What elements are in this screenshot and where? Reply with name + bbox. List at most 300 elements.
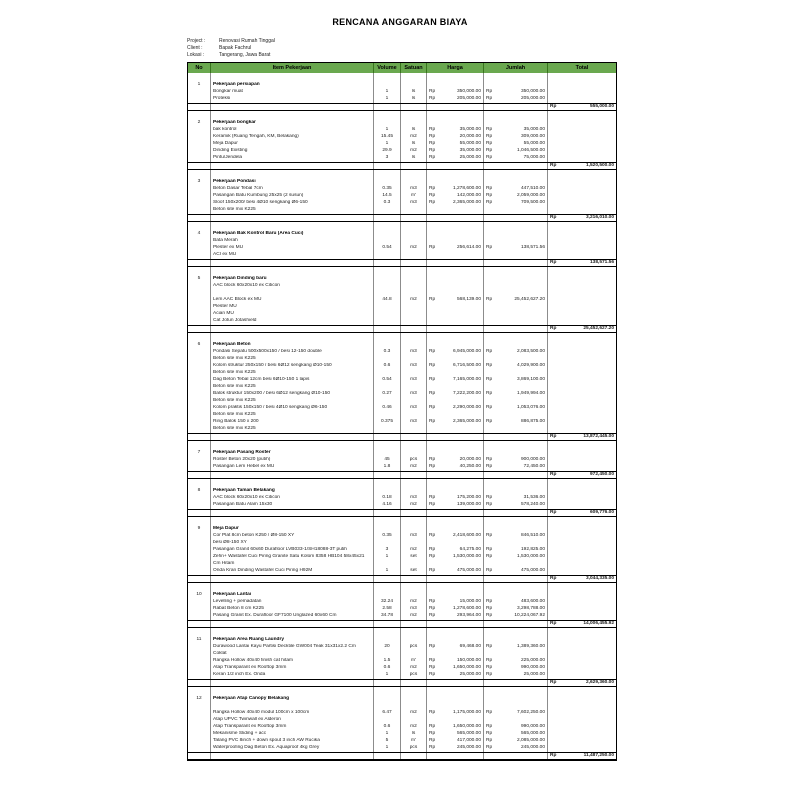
amount-value: 1,949,994.00 (516, 391, 545, 396)
no-cell (188, 104, 210, 110)
total-cell (547, 231, 616, 238)
currency-label: Rp (429, 464, 436, 469)
no-cell (188, 384, 210, 391)
amount-cell (483, 457, 547, 464)
amount-value: 1,278,600.00 (452, 606, 481, 611)
unit-cell: m2 (400, 464, 426, 471)
unit-cell (400, 703, 426, 710)
currency-label: Rp (550, 163, 557, 168)
item-row (188, 745, 616, 752)
item-row (188, 426, 616, 433)
no-cell (188, 111, 210, 120)
amount-cell (483, 576, 547, 582)
item-cell (210, 267, 373, 276)
price-cell (426, 621, 483, 627)
item-row (188, 672, 616, 679)
item-cell: Pondasi Sepatu 500x500x150 / besi 12-150 double (210, 349, 373, 356)
total-cell (547, 561, 616, 568)
amount-cell (483, 163, 547, 169)
volume-cell (373, 472, 400, 478)
no-cell (188, 651, 210, 658)
total-cell (547, 297, 616, 304)
amount-value: 555,000.00 (589, 104, 614, 109)
amount-cell (483, 349, 547, 356)
amount-cell (483, 502, 547, 509)
no-cell (188, 207, 210, 214)
amount-cell (483, 547, 547, 554)
item-cell (210, 222, 373, 231)
item-cell: Beton site mix K225 (210, 398, 373, 405)
price-cell (426, 434, 483, 440)
currency-label: Rp (429, 200, 436, 205)
amount-cell (483, 384, 547, 391)
currency-label: Rp (550, 510, 557, 515)
price-cell (426, 215, 483, 221)
unit-cell (400, 479, 426, 488)
amount-cell (483, 260, 547, 266)
amount-value: 709,500.00 (520, 200, 545, 205)
amount-cell (483, 412, 547, 419)
unit-cell (400, 356, 426, 363)
unit-cell: m3 (400, 391, 426, 398)
amount-cell (483, 441, 547, 450)
volume-cell: 14.5 (373, 193, 400, 200)
currency-label: Rp (486, 738, 493, 743)
item-cell: AAC block 60x20x10 ex Citicon (210, 495, 373, 502)
item-row (188, 651, 616, 658)
volume-cell (373, 111, 400, 120)
amount-value: 7,602,250.00 (516, 710, 545, 715)
price-cell (426, 82, 483, 89)
amount-value: 35,000.00 (459, 127, 481, 132)
amount-value: 55,000.00 (459, 141, 481, 146)
item-cell: Balok struktur 150x200 / besi 6Ø12 sengkang Ø10-150 (210, 391, 373, 398)
amount-value: 25,000.00 (523, 672, 545, 677)
item-cell (210, 680, 373, 686)
total-cell (547, 745, 616, 752)
unit-cell (400, 592, 426, 599)
volume-cell: 0.35 (373, 533, 400, 540)
item-row (188, 412, 616, 419)
unit-cell: m3 (400, 349, 426, 356)
rab-table (187, 62, 617, 761)
amount-value: 15,000.00 (459, 599, 481, 604)
price-cell (426, 526, 483, 533)
section-total-row (188, 471, 616, 479)
item-cell (210, 111, 373, 120)
amount-cell (483, 434, 547, 440)
currency-label: Rp (486, 745, 493, 750)
currency-label: Rp (429, 731, 436, 736)
no-cell (188, 510, 210, 516)
price-cell (426, 405, 483, 412)
price-cell (426, 304, 483, 311)
total-cell (547, 510, 616, 516)
currency-label: Rp (429, 419, 436, 424)
unit-cell (400, 441, 426, 450)
amount-cell (483, 238, 547, 245)
amount-value: 6,945,000.00 (452, 349, 481, 354)
unit-cell: ls (400, 127, 426, 134)
price-cell (426, 651, 483, 658)
price-cell (426, 753, 483, 759)
currency-label: Rp (429, 127, 436, 132)
unit-cell (400, 290, 426, 297)
amount-cell (483, 665, 547, 672)
no-cell (188, 252, 210, 259)
price-cell (426, 412, 483, 419)
no-cell (188, 419, 210, 426)
item-cell: Levelling + pemadatan (210, 599, 373, 606)
volume-cell: 1 (373, 568, 400, 575)
amount-cell (483, 141, 547, 148)
client-label: Client : (187, 45, 203, 51)
volume-cell (373, 384, 400, 391)
no-cell (188, 141, 210, 148)
volume-cell (373, 290, 400, 297)
volume-cell (373, 479, 400, 488)
total-cell (547, 222, 616, 231)
volume-cell (373, 370, 400, 377)
currency-label: Rp (486, 606, 493, 611)
amount-cell (483, 120, 547, 127)
no-cell (188, 745, 210, 752)
section-total-row (188, 103, 616, 111)
unit-cell (400, 111, 426, 120)
item-cell: bak kontrol (210, 127, 373, 134)
unit-cell: m3 (400, 377, 426, 384)
no-cell (188, 547, 210, 554)
item-row (188, 724, 616, 731)
unit-cell (400, 510, 426, 516)
item-cell: Talang PVC 8inch + down spout 3 inch AW Rucika (210, 738, 373, 745)
item-row (188, 533, 616, 540)
amount-cell (483, 526, 547, 533)
no-cell (188, 170, 210, 179)
volume-cell (373, 318, 400, 325)
item-cell (210, 215, 373, 221)
total-cell (547, 419, 616, 426)
item-row (188, 405, 616, 412)
unit-cell (400, 333, 426, 342)
amount-value: 7,222,200.00 (452, 391, 481, 396)
total-cell (547, 412, 616, 419)
no-cell: 11 (196, 637, 202, 642)
unit-cell (400, 434, 426, 440)
item-cell: Pekerjaan Lantai (210, 592, 373, 599)
amount-value: 192,825.00 (520, 547, 545, 552)
currency-label: Rp (486, 724, 493, 729)
price-cell (426, 333, 483, 342)
amount-cell (483, 179, 547, 186)
amount-cell (483, 333, 547, 342)
currency-label: Rp (429, 738, 436, 743)
unit-cell (400, 267, 426, 276)
no-cell: 2 (197, 120, 201, 125)
total-cell (547, 731, 616, 738)
price-cell (426, 517, 483, 526)
item-row (188, 464, 616, 471)
unit-cell (400, 398, 426, 405)
no-cell (188, 554, 210, 561)
price-cell (426, 231, 483, 238)
amount-value: 35,000.00 (459, 148, 481, 153)
price-cell (426, 472, 483, 478)
total-cell (547, 384, 616, 391)
unit-cell (400, 207, 426, 214)
volume-cell: 6.47 (373, 710, 400, 717)
item-row (188, 370, 616, 377)
item-cell: Dag Beton Tebal 12cm besi 6Ø10-150 1 lapis (210, 377, 373, 384)
lokasi-label: Lokasi : (187, 52, 205, 58)
no-cell (188, 148, 210, 155)
section-title-row (188, 231, 616, 238)
volume-cell: 1 (373, 96, 400, 103)
volume-cell (373, 426, 400, 433)
total-cell (547, 127, 616, 134)
no-cell (188, 724, 210, 731)
item-row (188, 391, 616, 398)
no-cell: 1 (197, 82, 201, 87)
total-cell (547, 96, 616, 103)
item-cell: Atap UPVC Twinwall ex Alderon (210, 717, 373, 724)
amount-cell (483, 148, 547, 155)
spacer-row (188, 73, 616, 82)
total-cell (547, 311, 616, 318)
unit-cell: m3 (400, 405, 426, 412)
spacer-row (188, 267, 616, 276)
item-row (188, 134, 616, 141)
amount-cell (483, 658, 547, 665)
no-cell (188, 479, 210, 488)
no-cell (188, 472, 210, 478)
item-row (188, 599, 616, 606)
currency-label: Rp (429, 349, 436, 354)
item-cell: Kolom struktur 250x150 / besi 6Ø12 sengkang Ø10-150 (210, 363, 373, 370)
section-total-row (188, 259, 616, 267)
price-cell (426, 391, 483, 398)
no-cell (188, 738, 210, 745)
volume-cell: 44.8 (373, 297, 400, 304)
amount-cell (483, 450, 547, 457)
no-cell (188, 215, 210, 221)
volume-cell: 0.3 (373, 200, 400, 207)
no-cell (188, 665, 210, 672)
volume-cell: 1 (373, 127, 400, 134)
unit-cell: m2 (400, 665, 426, 672)
unit-cell: set (400, 554, 426, 561)
volume-cell: 0.375 (373, 419, 400, 426)
volume-cell (373, 342, 400, 349)
volume-cell (373, 540, 400, 547)
amount-value: 990,000.00 (520, 665, 545, 670)
no-cell: 4 (197, 231, 201, 236)
currency-label: Rp (486, 457, 493, 462)
total-cell (547, 356, 616, 363)
price-cell (426, 349, 483, 356)
unit-cell (400, 215, 426, 221)
no-cell (188, 502, 210, 509)
total-cell (547, 193, 616, 200)
price-cell (426, 207, 483, 214)
amount-value: 2,290,000.00 (452, 405, 481, 410)
item-cell (210, 290, 373, 297)
volume-cell (373, 260, 400, 266)
total-cell (547, 703, 616, 710)
amount-value: 225,000.00 (520, 658, 545, 663)
currency-label: Rp (429, 710, 436, 715)
price-cell (426, 533, 483, 540)
item-cell (210, 583, 373, 592)
amount-value: 293,964.00 (456, 613, 481, 618)
amount-cell (483, 297, 547, 304)
item-cell: Pekerjaan Area Ruang Laundry (210, 637, 373, 644)
price-cell (426, 342, 483, 349)
price-cell (426, 267, 483, 276)
item-row (188, 356, 616, 363)
volume-cell: 20 (373, 644, 400, 651)
amount-value: 3,298,788.00 (516, 606, 545, 611)
price-cell (426, 398, 483, 405)
amount-cell (483, 398, 547, 405)
item-cell: Pekerjaan Pondasi (210, 179, 373, 186)
no-cell (188, 710, 210, 717)
amount-value: 309,000.00 (520, 134, 545, 139)
item-row (188, 568, 616, 575)
price-cell (426, 672, 483, 679)
spacer-row (188, 479, 616, 488)
volume-cell: 0.6 (373, 363, 400, 370)
price-cell (426, 290, 483, 297)
item-cell (210, 517, 373, 526)
unit-cell (400, 222, 426, 231)
price-cell (426, 599, 483, 606)
volume-cell (373, 238, 400, 245)
volume-cell: 0.6 (373, 665, 400, 672)
volume-cell (373, 517, 400, 526)
spacer-row (188, 111, 616, 120)
spacer-row (188, 687, 616, 696)
no-cell (188, 370, 210, 377)
column-header-harga: Harga (426, 63, 483, 73)
amount-cell (483, 606, 547, 613)
price-cell (426, 703, 483, 710)
no-cell (188, 495, 210, 502)
no-cell (188, 599, 210, 606)
amount-cell (483, 738, 547, 745)
currency-label: Rp (486, 502, 493, 507)
amount-cell (483, 245, 547, 252)
item-row (188, 495, 616, 502)
item-cell (210, 753, 373, 759)
item-cell: Atap Transparant ex Rooftop 3mm (210, 724, 373, 731)
price-cell (426, 457, 483, 464)
unit-cell (400, 561, 426, 568)
currency-label: Rp (429, 186, 436, 191)
unit-cell (400, 753, 426, 759)
total-cell (547, 599, 616, 606)
item-cell: besi Ø8-150 XY (210, 540, 373, 547)
volume-cell: 1 (373, 141, 400, 148)
amount-cell (483, 644, 547, 651)
price-cell (426, 592, 483, 599)
currency-label: Rp (429, 134, 436, 139)
total-cell (547, 326, 616, 332)
item-cell: Beton Dasar Tebal 7cm (210, 186, 373, 193)
currency-label: Rp (486, 363, 493, 368)
currency-label: Rp (486, 658, 493, 663)
section-title-row (188, 488, 616, 495)
item-cell: Mekanisme Sliding + acc (210, 731, 373, 738)
client-value: Bapak Fachrul (219, 45, 252, 51)
total-cell (547, 644, 616, 651)
currency-label: Rp (486, 613, 493, 618)
currency-label: Rp (550, 753, 557, 758)
unit-cell: m2 (400, 245, 426, 252)
price-cell (426, 120, 483, 127)
total-cell (547, 215, 616, 221)
currency-label: Rp (429, 658, 436, 663)
total-cell (547, 283, 616, 290)
item-cell (210, 510, 373, 516)
price-cell (426, 644, 483, 651)
unit-cell (400, 687, 426, 696)
amount-cell (483, 356, 547, 363)
no-cell (188, 464, 210, 471)
no-cell (188, 193, 210, 200)
total-cell (547, 517, 616, 526)
total-cell (547, 568, 616, 575)
price-cell (426, 179, 483, 186)
project-value: Renovasi Rumah Tinggal (219, 38, 275, 44)
unit-cell (400, 252, 426, 259)
volume-cell: 45 (373, 457, 400, 464)
price-cell (426, 283, 483, 290)
item-cell: Pintu/Jendela (210, 155, 373, 162)
amount-cell (483, 311, 547, 318)
total-cell (547, 148, 616, 155)
unit-cell (400, 426, 426, 433)
total-cell (547, 363, 616, 370)
no-cell (188, 96, 210, 103)
total-cell (547, 120, 616, 127)
price-cell (426, 384, 483, 391)
currency-label: Rp (429, 672, 436, 677)
item-cell: Pasangan Lem Hebel ex MU (210, 464, 373, 471)
amount-value: 417,000.00 (456, 738, 481, 743)
currency-label: Rp (429, 644, 436, 649)
total-cell (547, 738, 616, 745)
no-cell (188, 441, 210, 450)
currency-label: Rp (429, 141, 436, 146)
amount-value: 1,530,000.00 (516, 554, 545, 559)
volume-cell (373, 82, 400, 89)
column-header-item: Item Pekerjaan (210, 63, 373, 73)
volume-cell: 0.54 (373, 245, 400, 252)
item-row (188, 363, 616, 370)
volume-cell (373, 398, 400, 405)
unit-cell (400, 82, 426, 89)
price-cell (426, 238, 483, 245)
unit-cell: ls (400, 89, 426, 96)
no-cell (188, 405, 210, 412)
unit-cell: m3 (400, 533, 426, 540)
amount-cell (483, 104, 547, 110)
currency-label: Rp (486, 377, 493, 382)
no-cell (188, 398, 210, 405)
item-row (188, 644, 616, 651)
unit-cell: m3 (400, 363, 426, 370)
